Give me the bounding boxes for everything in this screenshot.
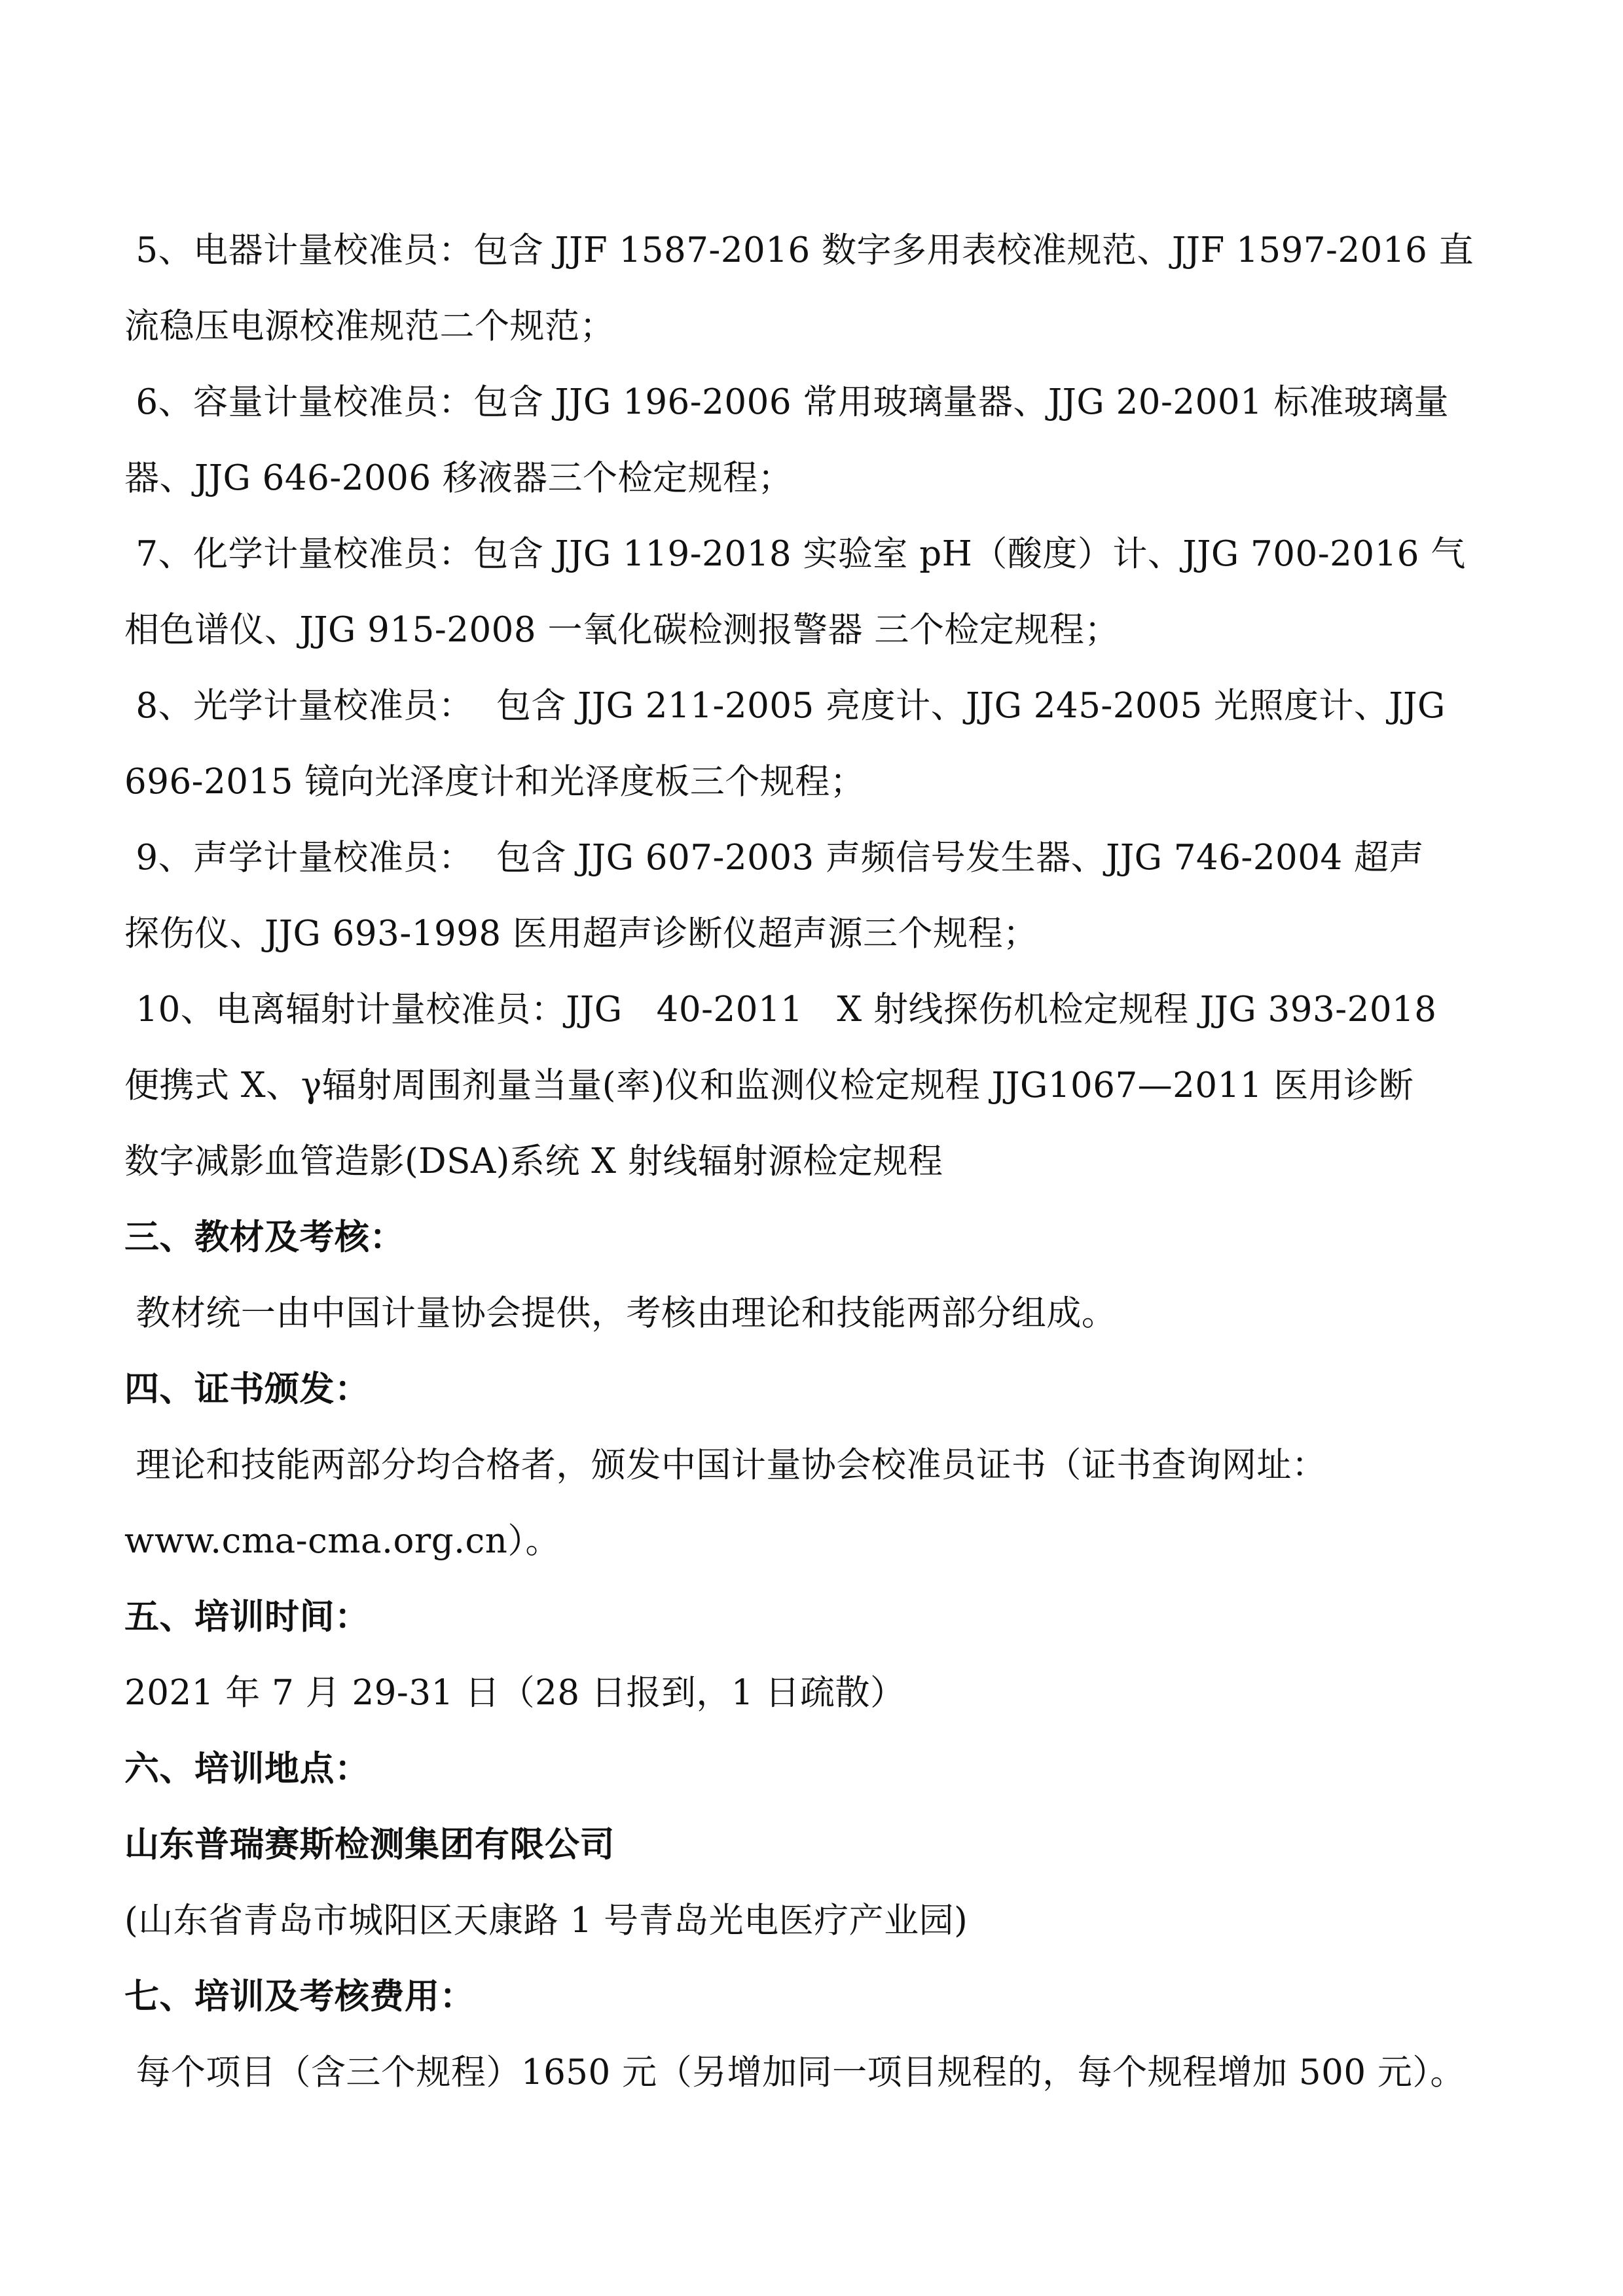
section-heading: 七、培训及考核费用： — [124, 1977, 475, 2017]
section-heading: 五、培训时间： — [124, 1597, 370, 1637]
text-line: (山东省青岛市城阳区天康路 1 号青岛光电医疗产业园) — [124, 1901, 968, 1941]
text-line: 流稳压电源校准规范二个规范； — [124, 306, 615, 346]
company-name: 山东普瑞赛斯检测集团有限公司 — [124, 1825, 615, 1865]
text-line: 696-2015 镜向光泽度计和光泽度板三个规程； — [124, 762, 866, 802]
text-line: 2021 年 7 月 29-31 日（28 日报到，1 日疏散） — [124, 1673, 905, 1713]
text-line: 8、光学计量校准员： 包含 JJG 211-2005 亮度计、JJG 245-2005 光照度计、JJG — [124, 686, 1446, 726]
section-heading: 六、培训地点： — [124, 1749, 370, 1789]
text-line: 6、容量计量校准员：包含 JJG 196-2006 常用玻璃量器、JJG 20-2001 标准玻璃量 — [124, 382, 1450, 422]
text-line: 器、JJG 646-2006 移液器三个检定规程； — [124, 458, 793, 498]
text-line: 相色谱仪、JJG 915-2008 一氧化碳检测报警器 三个检定规程； — [124, 610, 1120, 650]
text-line: www.cma-cma.org.cn）。 — [124, 1521, 560, 1561]
text-line: 数字减影血管造影(DSA)系统 X 射线辐射源检定规程 — [124, 1141, 943, 1181]
text-line: 探伤仪、JJG 693-1998 医用超声诊断仪超声源三个规程； — [124, 914, 1038, 954]
text-line: 5、电器计量校准员：包含 JJF 1587-2016 数字多用表校准规范、JJF 1597-2016 直 — [124, 230, 1474, 270]
section-heading: 三、教材及考核： — [124, 1217, 405, 1257]
text-line: 9、声学计量校准员： 包含 JJG 607-2003 声频信号发生器、JJG 746-2004 超声 — [124, 838, 1425, 878]
section-heading: 四、证书颁发： — [124, 1369, 370, 1409]
text-line: 7、化学计量校准员：包含 JJG 119-2018 实验室 pH（酸度）计、JJG 700-2016 气 — [124, 534, 1466, 574]
text-line: 10、电离辐射计量校准员：JJG 40-2011 X 射线探伤机检定规程 JJG 393-2018 — [124, 990, 1437, 1030]
text-line: 理论和技能两部分均合格者，颁发中国计量协会校准员证书（证书查询网址： — [124, 1445, 1327, 1485]
text-line: 每个项目（含三个规程）1650 元（另增加同一项目规程的，每个规程增加 500 元）。 — [124, 2053, 1465, 2092]
text-line: 便携式 X、γ辐射周围剂量当量(率)仪和监测仪检定规程 JJG1067—2011 医用诊断 — [124, 1066, 1414, 1105]
text-line: 教材统一由中国计量协会提供，考核由理论和技能两部分组成。 — [124, 1293, 1117, 1333]
